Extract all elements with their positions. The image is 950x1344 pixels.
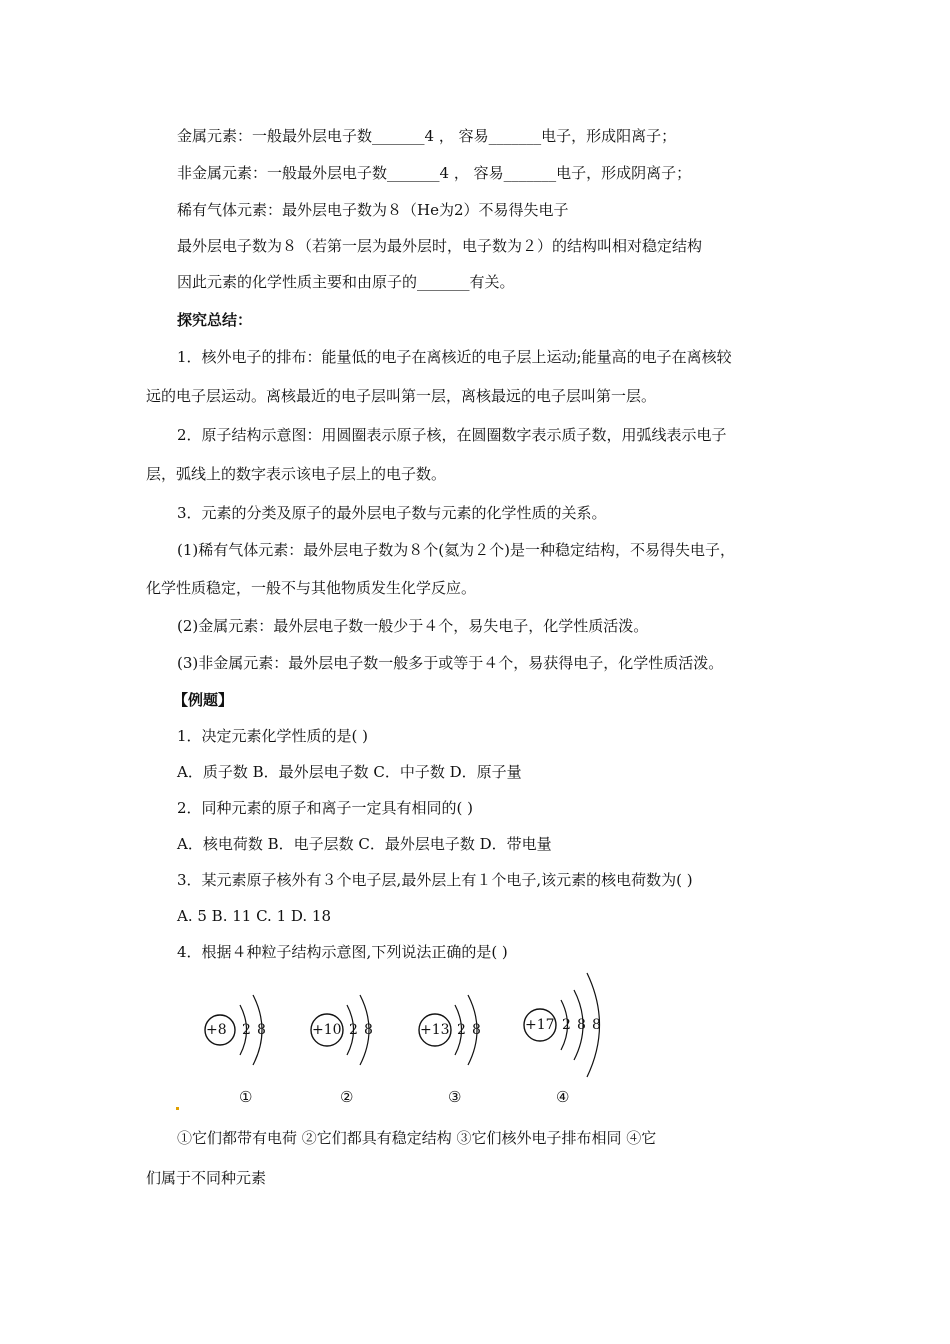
therefore-line: 因此元素的化学性质主要和由原子的_______有关。 [177, 273, 515, 291]
shell-electrons: 8 [472, 1022, 481, 1038]
diagram-label: ④ [556, 1088, 570, 1106]
particle-diagram-2 [300, 965, 410, 1115]
summary-p2-line2: 层，弧线上的数字表示该电子层上的电子数。 [146, 465, 447, 483]
summary-heading: 探究总结： [177, 311, 253, 329]
nucleus-charge: +10 [312, 1022, 342, 1038]
question-1: 1．决定元素化学性质的是( ) [177, 727, 369, 745]
diagram-label: ③ [448, 1088, 462, 1106]
stray-mark [176, 1107, 179, 1110]
shell-electrons: 2 [562, 1017, 571, 1033]
stable-structure-line: 最外层电子数为８（若第一层为最外层时，电子数为２）的结构叫相对稳定结构 [177, 237, 703, 255]
question-2: 2．同种元素的原子和离子一定具有相同的( ) [177, 799, 474, 817]
summary-p1-line2: 远的电子层运动。离核最近的电子层叫第一层，离核最远的电子层叫第一层。 [146, 387, 657, 405]
shell-electrons: 2 [242, 1022, 251, 1038]
examples-heading: 【例题】 [173, 691, 234, 709]
shell-electrons: 2 [349, 1022, 358, 1038]
summary-p1-line1: 1．核外电子的排布：能量低的电子在离核近的电子层上运动;能量高的电子在离核较 [177, 348, 732, 366]
diagram-label: ② [340, 1088, 354, 1106]
particle-diagram-3 [408, 965, 518, 1115]
summary-p3a-line1: (1)稀有气体元素：最外层电子数为８个(氦为２个)是一种稳定结构，不易得失电子， [177, 541, 735, 559]
nonmetal-element-line: 非金属元素：一般最外层电子数_______4 ， 容易_______电子，形成阴离子； [177, 164, 692, 182]
question-4-statements-line2: 们属于不同种元素 [146, 1169, 267, 1187]
shell-electrons: 8 [257, 1022, 266, 1038]
shell-electrons: 8 [592, 1017, 601, 1033]
particle-diagram-1 [195, 965, 305, 1115]
question-3: 3．某元素原子核外有３个电子层,最外层上有１个电子,该元素的核电荷数为( ) [177, 871, 693, 889]
particle-diagram-4 [516, 965, 636, 1115]
nucleus-charge: +8 [206, 1022, 227, 1038]
summary-p3a-line2: 化学性质稳定，一般不与其他物质发生化学反应。 [146, 579, 477, 597]
question-3-options: A. 5 B. 11 C. 1 D. 18 [177, 907, 331, 925]
summary-p2-line1: 2．原子结构示意图：用圆圈表示原子核，在圆圈数字表示质子数，用弧线表示电子 [177, 426, 727, 444]
summary-p3c: (3)非金属元素：最外层电子数一般多于或等于４个，易获得电子，化学性质活泼。 [177, 654, 724, 672]
particle-structure-diagrams [180, 965, 640, 1115]
shell-electrons: 8 [577, 1017, 586, 1033]
summary-p3b: (2)金属元素：最外层电子数一般少于４个，易失电子，化学性质活泼。 [177, 617, 649, 635]
shell-electrons: 8 [364, 1022, 373, 1038]
noble-gas-line: 稀有气体元素：最外层电子数为８（He为2）不易得失电子 [177, 201, 569, 219]
nucleus-charge: +13 [420, 1022, 450, 1038]
diagram-label: ① [239, 1088, 253, 1106]
shell-electrons: 2 [457, 1022, 466, 1038]
question-1-options: A．质子数 B．最外层电子数 C．中子数 D．原子量 [177, 763, 522, 781]
summary-p3: 3．元素的分类及原子的最外层电子数与元素的化学性质的关系。 [177, 504, 607, 522]
metal-element-line: 金属元素：一般最外层电子数_______4 ， 容易_______电子，形成阳离子； [177, 127, 677, 145]
nucleus-charge: +17 [525, 1017, 555, 1033]
question-2-options: A．核电荷数 B．电子层数 C．最外层电子数 D．带电量 [177, 835, 552, 853]
question-4-statements-line1: ①它们都带有电荷 ②它们都具有稳定结构 ③它们核外电子排布相同 ④它 [177, 1129, 657, 1147]
question-4: 4．根据４种粒子结构示意图,下列说法正确的是( ) [177, 943, 508, 961]
